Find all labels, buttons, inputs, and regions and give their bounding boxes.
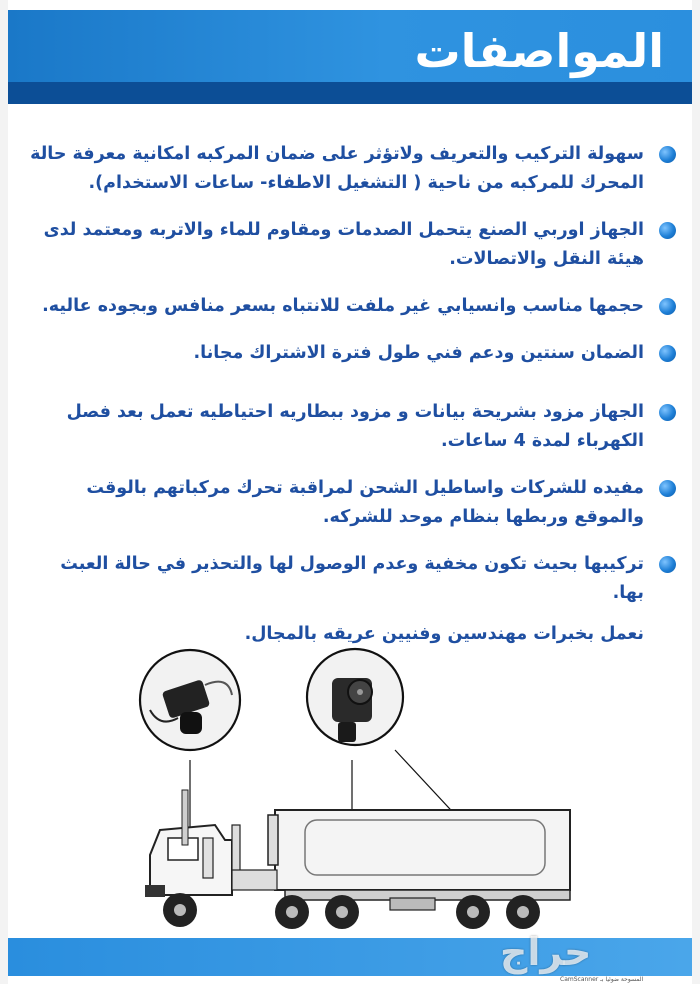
closing-statement: نعمل بخبرات مهندسين وفنيين عريقه بالمجال. (244, 624, 644, 644)
spec-item-text: الجهاز مزود بشريحة بيانات و مزود ببطاريه احتياطيه تعمل بعد فصل الكهرباء لمدة 4 ساعات. (66, 402, 644, 451)
bullet-icon (659, 146, 676, 163)
bullet-icon (659, 556, 676, 573)
page-title: المواصفات (414, 24, 664, 78)
truck-illustration (0, 640, 700, 940)
spec-item-text: سهولة التركيب والتعريف ولاتؤثر على ضمان المركبه امكانية معرفة حالة المحرك للمركبه من ناحية ( التشغيل الاطفاء- ساعات الاستخدام). (30, 144, 644, 193)
spec-item (30, 550, 676, 608)
spec-list (30, 140, 676, 649)
spec-item (30, 474, 676, 532)
bullet-icon (659, 404, 676, 421)
header-underline-bar (8, 82, 692, 104)
bullet-icon (659, 480, 676, 497)
header-banner (8, 10, 692, 82)
spec-item (30, 140, 676, 198)
spec-item-text: تركيبها بحيث تكون مخفية وعدم الوصول لها والتحذير في حالة العبث بها. (60, 554, 644, 603)
bullet-icon (659, 222, 676, 239)
gps-tracker-device-icon (140, 650, 240, 750)
haraj-watermark: حراج (500, 930, 592, 974)
spec-item (30, 292, 676, 321)
connector-device-icon (307, 649, 403, 745)
spec-item-text: الجهاز اوربي الصنع يتحمل الصدمات ومقاوم للماء والاتربه ومعتمد لدى هيئة النقل والاتصالات. (43, 220, 644, 269)
bullet-icon (659, 298, 676, 315)
scanner-label: CamScanner المسوحة ضوئيا بـ (560, 976, 644, 983)
spec-item-text: حجمها مناسب وانسيابي غير ملفت للانتباه بسعر منافس وبجوده عاليه. (42, 296, 644, 316)
spec-item-text: الضمان سنتين ودعم فني طول فترة الاشتراك مجانا. (193, 343, 644, 363)
spec-item-text: مفيده للشركات واساطيل الشحن لمراقبة تحرك مركباتهم بالوقت والموقع وربطها بنظام موحد للشركه. (86, 478, 644, 527)
trailer (268, 810, 570, 910)
spec-item (30, 339, 676, 368)
truck-cab (145, 790, 277, 897)
bullet-icon (659, 345, 676, 362)
spec-item (30, 216, 676, 274)
spec-item (30, 398, 676, 456)
